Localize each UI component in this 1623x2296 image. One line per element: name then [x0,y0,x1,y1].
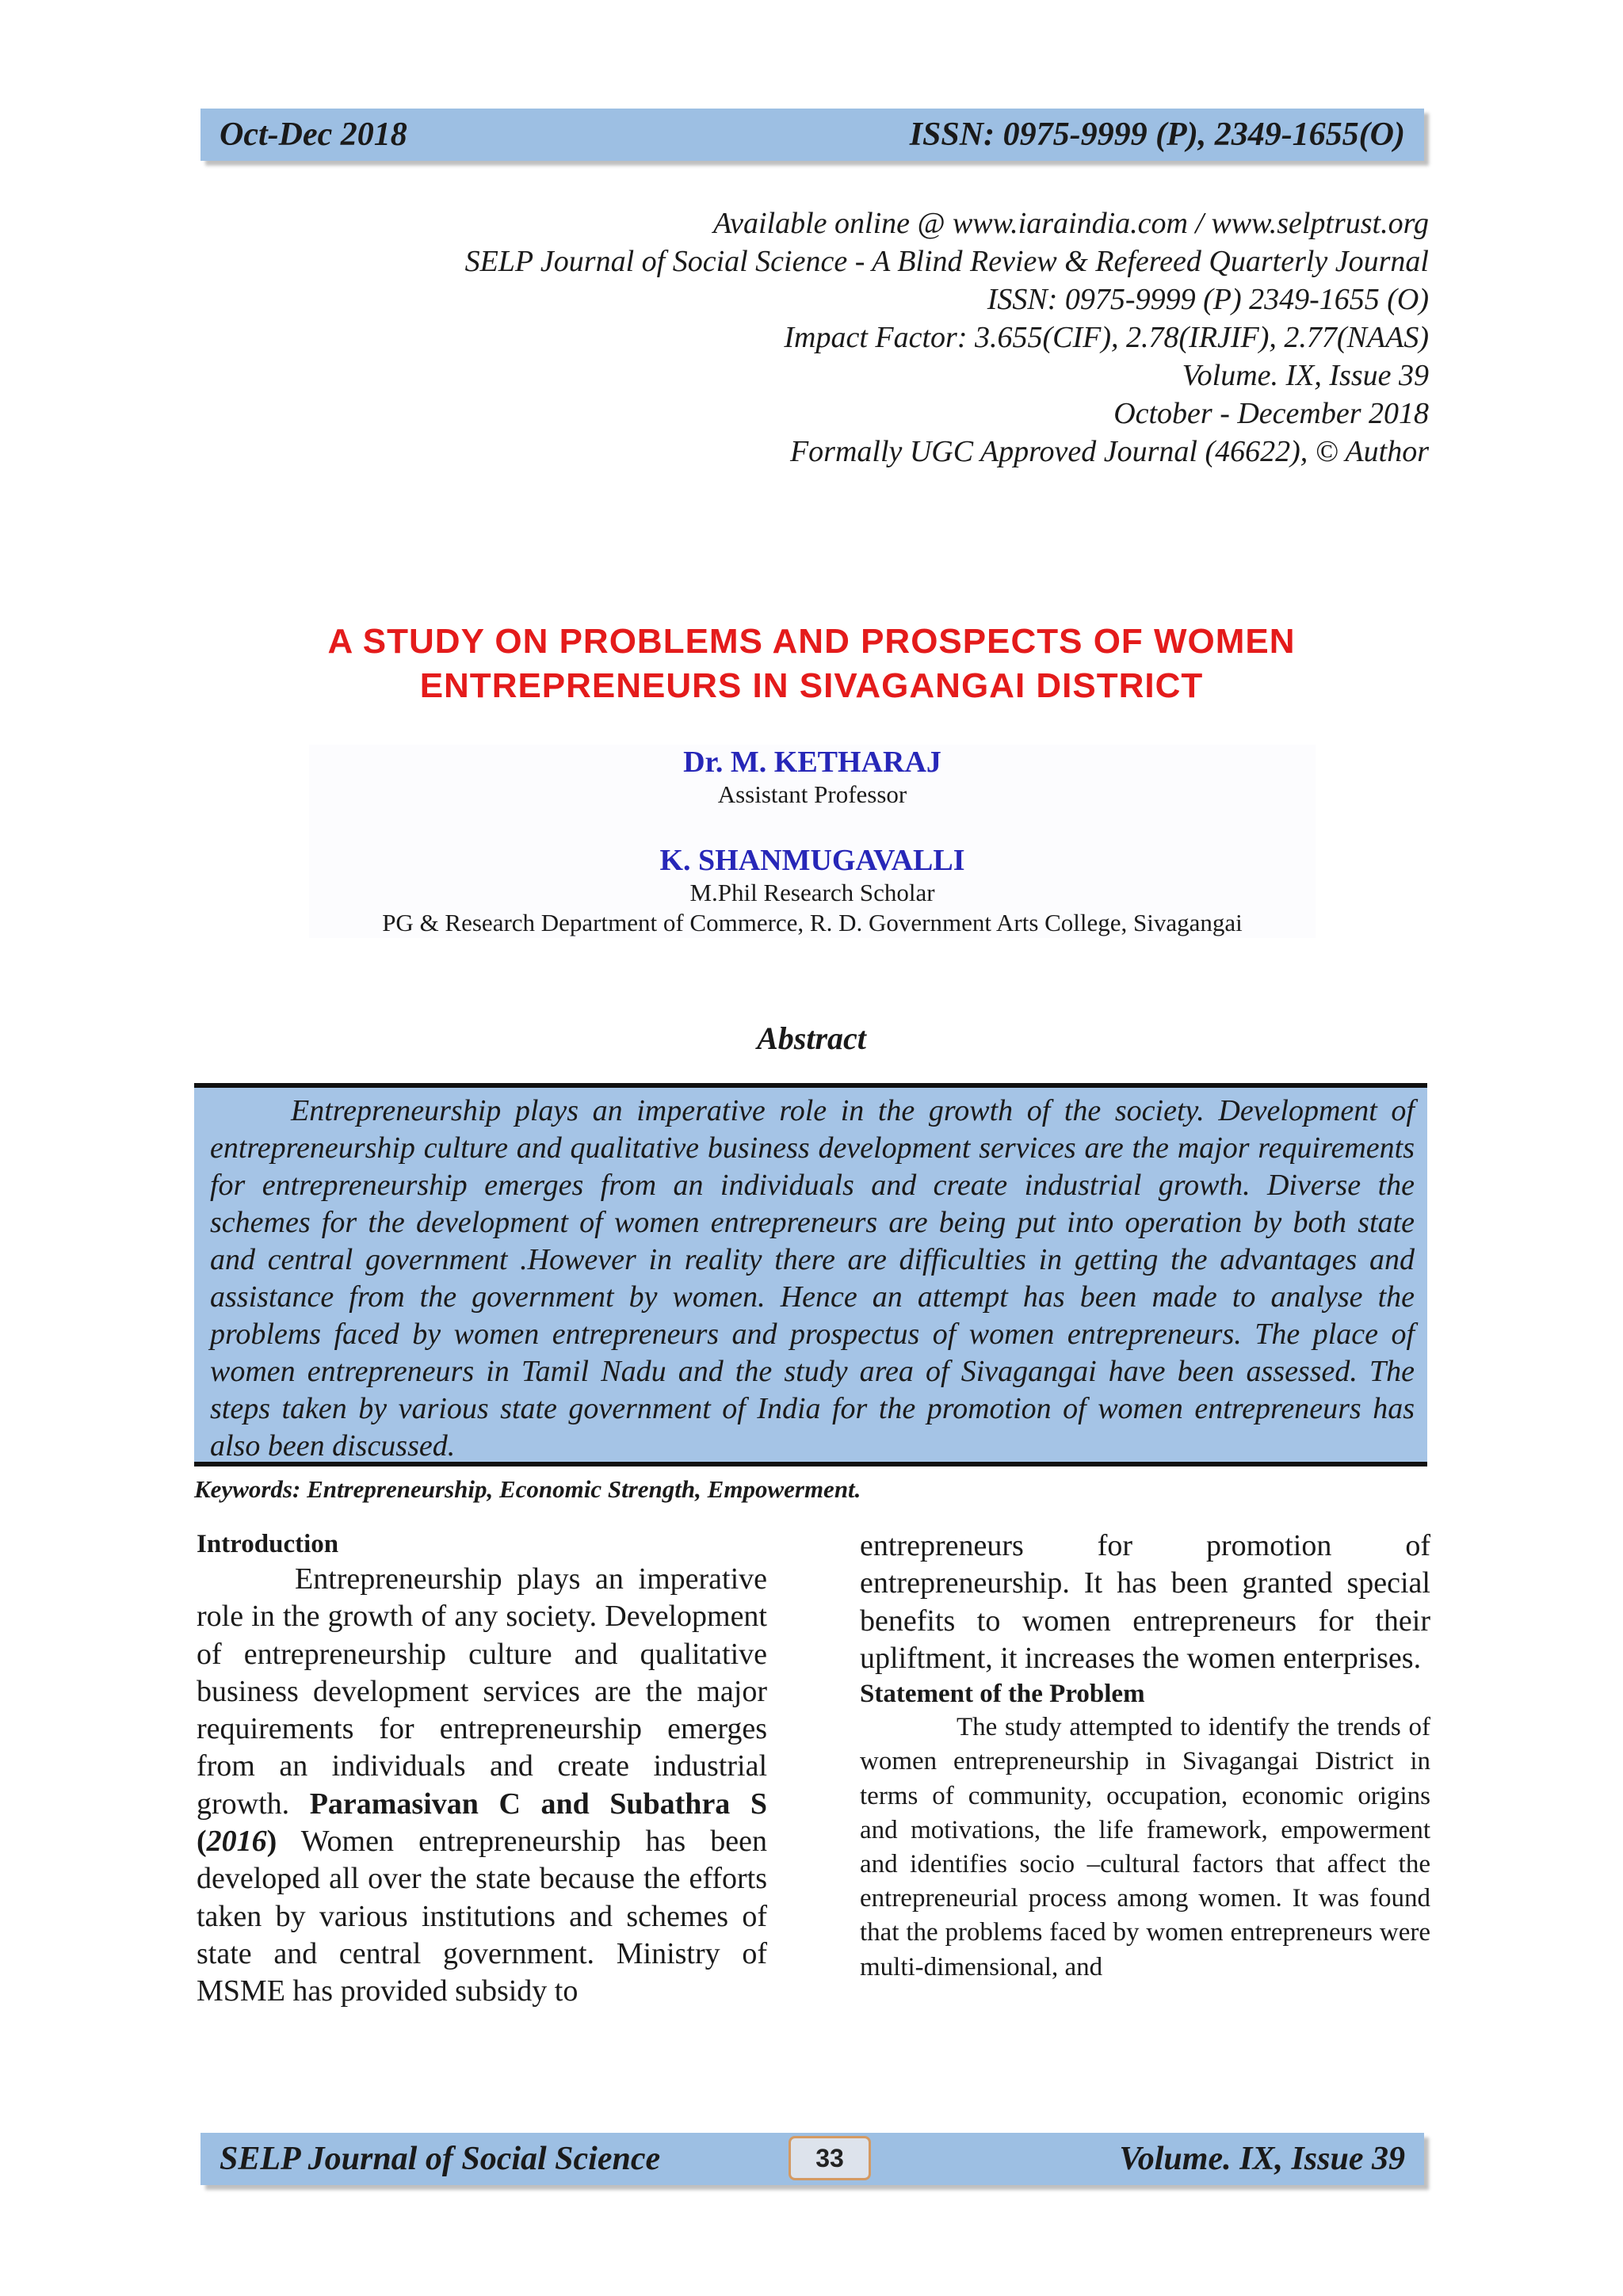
introduction-continued: entrepreneurs for promotion of entrepreneurship. It has been granted special benefits to women entrepreneurs for their upliftment, it increases the women enterprises. [860,1529,1430,1675]
footer-volume: Volume. IX, Issue 39 [1119,2141,1405,2177]
journal-volume: Volume. IX, Issue 39 [1182,359,1429,392]
statement-heading: Statement of the Problem [860,1680,1145,1709]
left-column [197,1527,767,2011]
statement-text: The study attempted to identify the trends of women entrepreneurship in Sivagangai District in terms of community, occupation, economic origins and motivations, the life framework, empowerment and identifies socio –cultural factors that affect the entrepreneurial process among women. It was found that the problems faced by women entrepreneurs were multi-dimensional, and [860,1713,1430,1981]
paper-title-line-2: ENTREPRENEURS IN SIVAGANGAI DISTRICT [419,666,1204,705]
introduction-paragraph [197,1561,767,2011]
journal-issn: ISSN: 0975-9999 (P) 2349-1655 (O) [987,283,1429,316]
page-number: 33 [789,2136,871,2180]
abstract-heading: Abstract [757,1020,866,1056]
journal-description: SELP Journal of Social Science - A Blind Review & Refereed Quarterly Journal [464,245,1429,278]
abstract-text: Entrepreneurship plays an imperative role in the growth of the society. Development of entrepreneurship culture and qualitative business development services are the major requirements for entrepreneurship emerges from an individuals and create industrial growth. Diverse the schemes for the development of women entrepreneurs are being put into operation by both state and central government .However in reality there are difficulties in getting the advantages and assistance from the government by women. Hence an attempt has been made to analyse the problems faced by women entrepreneurs and prospectus of women entrepreneurs. The place of women entrepreneurs in Tamil Nadu and the study area of Sivagangai have been assessed. The steps taken by various state government of India for the promotion of women entrepreneurs has also been discussed. [210,1094,1415,1463]
keywords: Keywords: Entrepreneurship, Economic Strength, Empowerment. [194,1475,861,1503]
author-name-1: Dr. M. KETHARAJ [683,746,941,779]
author-block [309,745,1316,938]
journal-impact-factor: Impact Factor: 3.655(CIF), 2.78(IRJIF), 2.77(NAAS) [784,321,1429,354]
paper-title [158,620,1465,708]
journal-availability: Available online @ www.iaraindia.com / www.selptrust.org [712,207,1429,240]
introduction-heading: Introduction [197,1530,339,1558]
author-affiliation: PG & Research Department of Commerce, R. D. Government Arts College, Sivagangai [382,909,1243,936]
journal-period: October - December 2018 [1113,397,1429,430]
citation-close: ) [266,1825,277,1859]
introduction-text-before: Entrepreneurship plays an imperative role in the growth of any society. Development of entrepreneurship culture and qualitative business development services are the major requirements for entrepreneurship emerges from an individuals and create industrial growth. [197,1562,767,1821]
header-date: Oct-Dec 2018 [220,116,407,153]
page-header [200,109,1424,161]
journal-info [465,204,1429,471]
footer-journal-name: SELP Journal of Social Science [220,2141,661,2177]
journal-approval: Formally UGC Approved Journal (46622), © Author [789,435,1429,468]
right-column [860,1527,1430,1985]
introduction-text-after: Women entrepreneurship has been developed all over the state because the efforts taken by various institutions and schemes of state and central government. Ministry of MSME has provided subsidy to [197,1825,767,2008]
citation-authors: Paramasivan C and Subathra S [309,1787,767,1821]
citation-year: 2016 [206,1825,267,1859]
citation-open: ( [197,1825,207,1859]
author-name-2: K. SHANMUGAVALLI [659,844,965,877]
header-issn: ISSN: 0975-9999 (P), 2349-1655(O) [909,116,1405,153]
abstract-box [194,1083,1427,1466]
paper-title-line-1: A STUDY ON PROBLEMS AND PROSPECTS OF WOMEN [327,622,1296,661]
author-role-2: M.Phil Research Scholar [689,879,935,906]
author-role-1: Assistant Professor [717,780,907,808]
